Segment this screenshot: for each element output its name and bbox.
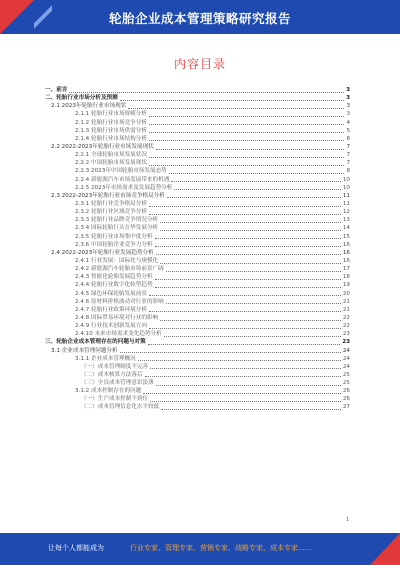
toc-entry[interactable]: [45, 355, 350, 363]
toc-entry-page: 16: [342, 257, 350, 264]
toc-leader-dots: [166, 271, 341, 272]
toc-entry-title: 2.3.4 国际轮胎巨头在华发展分析: [75, 225, 159, 232]
toc-entry-page: 17: [342, 266, 350, 273]
page-number: 1: [346, 517, 350, 523]
toc-leader-dots: [69, 92, 344, 93]
toc-entry-page: 16: [342, 241, 350, 248]
toc-leader-dots: [149, 165, 344, 166]
toc-entry-page: 7: [346, 152, 350, 159]
toc-entry-title: 2.3.6 中国轮胎企业竞争力分析: [75, 241, 153, 248]
footer-red-corner: [370, 533, 400, 565]
toc-entry-title: 2.4.4 轮胎行业数字化转型趋势: [75, 282, 153, 289]
toc-entry-title: 2.3.3 轮胎行业品牌竞争情况分析: [75, 217, 159, 224]
toc-entry-title: 3.1.2 成本控制存在的问题: [75, 388, 142, 395]
toc-entry[interactable]: [45, 143, 350, 151]
toc-entry[interactable]: [45, 176, 350, 184]
toc-leader-dots: [160, 222, 341, 223]
toc-entry-title: 2.4.6 原材料价格波动对行业的影响: [75, 298, 164, 305]
toc-entry[interactable]: [45, 184, 350, 192]
toc-entry-page: 23: [342, 339, 350, 346]
footer-slogan: 让每个人都能成为: [48, 544, 104, 552]
toc-entry[interactable]: [45, 290, 350, 298]
toc-entry-page: 21: [342, 306, 350, 313]
toc-entry[interactable]: [45, 330, 350, 338]
report-header: [0, 0, 400, 34]
toc-entry-page: 10: [342, 184, 350, 191]
toc-leader-dots: [161, 409, 341, 410]
toc-entry-title: 2.3.2 轮胎行业区域竞争分析: [75, 209, 147, 216]
toc-entry-title: 2.4.10 未来市场需求变化趋势分析: [75, 331, 162, 338]
toc-leader-dots: [143, 393, 341, 394]
toc-entry[interactable]: [45, 298, 350, 306]
toc-entry-page: 25: [342, 371, 350, 378]
toc-leader-dots: [155, 246, 341, 247]
toc-entry-title: （一）生产成本控制不到位: [81, 396, 149, 403]
toc-entry[interactable]: [45, 200, 350, 208]
toc-entry-page: 20: [342, 290, 350, 297]
toc-entry[interactable]: [45, 94, 350, 102]
toc-entry-title: 2.4.1 行业发展：国际化与规模化: [75, 257, 159, 264]
toc-entry-title: 2.1.4 轮胎行业市场结构分析: [75, 135, 147, 142]
toc-entry[interactable]: [45, 338, 350, 346]
toc-entry-title: 2.2.5 2023年市场需求及发展趋势分析: [75, 184, 173, 191]
toc-leader-dots: [149, 214, 341, 215]
toc-leader-dots: [138, 360, 341, 361]
toc-entry-page: 25: [342, 380, 350, 387]
toc-entry-page: 18: [342, 274, 350, 281]
toc-entry-page: 16: [342, 249, 350, 256]
toc-leader-dots: [149, 206, 341, 207]
toc-leader-dots: [149, 132, 344, 133]
toc-leader-dots: [156, 149, 345, 150]
toc-entry-page: 11: [342, 192, 350, 199]
toc-entry[interactable]: [45, 216, 350, 224]
toc-entry-page: 7: [346, 160, 350, 167]
toc-entry-page: 27: [342, 404, 350, 411]
toc-entry-title: 2.4 2022-2023年轮胎行业发展趋势分析: [51, 249, 154, 256]
toc-entry-title: （二）成本管理信息化水平较低: [81, 404, 160, 411]
toc-title: 内容目录: [173, 57, 226, 71]
toc-entry[interactable]: [45, 110, 350, 118]
toc-entry-title: 2.4.3 智能化轮胎发展趋势分析: [75, 274, 153, 281]
toc-entry[interactable]: [45, 102, 350, 110]
toc-entry[interactable]: [45, 387, 350, 395]
report-title: 轮胎企业成本管理策略研究报告: [108, 11, 291, 26]
toc-entry[interactable]: [45, 347, 350, 355]
toc-leader-dots: [169, 173, 345, 174]
toc-entry-title: （三）全员成本管理意识淡薄: [81, 380, 154, 387]
toc-entry-title: 3.1.1 企业成本管理概况: [75, 355, 136, 362]
footer-expert-list: 行业专家、管理专家、营销专家、战略专家、成本专家……: [130, 544, 312, 552]
toc-entry-title: 2.4.8 国际贸易环境对行业的影响: [75, 314, 159, 321]
toc-leader-dots: [149, 311, 341, 312]
toc-entry-page: 23: [342, 331, 350, 338]
toc-entry-page: 19: [342, 282, 350, 289]
toc-entry[interactable]: [45, 322, 350, 330]
toc-entry-page: 12: [342, 209, 350, 216]
toc-leader-dots: [167, 197, 341, 198]
toc-entry[interactable]: [45, 249, 350, 257]
toc-leader-dots: [149, 116, 344, 117]
toc-leader-dots: [174, 189, 341, 190]
toc-leader-dots: [149, 157, 344, 158]
toc-leader-dots: [120, 100, 344, 101]
toc-entry-page: 11: [342, 200, 350, 207]
toc-entry-page: 4: [346, 119, 350, 126]
toc-entry[interactable]: [45, 159, 350, 167]
toc-entry[interactable]: [45, 403, 350, 411]
toc-entry-page: 6: [346, 135, 350, 142]
toc-entry-page: 24: [342, 363, 350, 370]
toc-leader-dots: [156, 385, 341, 386]
toc-entry-title: 二、轮胎行业市场分析及预测: [45, 95, 118, 102]
toc-entry-title: 2.1.3 轮胎行业市场供需分析: [75, 127, 147, 134]
table-of-contents: [45, 86, 350, 412]
toc-leader-dots: [148, 344, 341, 345]
toc-leader-dots: [149, 124, 344, 125]
toc-entry-title: 3.1 企业成本管理问题分析: [51, 347, 118, 354]
toc-entry[interactable]: [45, 379, 350, 387]
toc-entry[interactable]: [45, 151, 350, 159]
toc-entry[interactable]: [45, 86, 350, 94]
toc-leader-dots: [156, 254, 341, 255]
toc-entry-page: 15: [342, 233, 350, 240]
toc-leader-dots: [155, 279, 341, 280]
toc-entry-page: 10: [342, 176, 350, 183]
toc-entry[interactable]: [45, 224, 350, 232]
toc-entry[interactable]: [45, 208, 350, 216]
toc-entry-page: 3: [346, 95, 350, 102]
toc-leader-dots: [155, 238, 341, 239]
toc-leader-dots: [160, 320, 341, 321]
toc-entry-title: 2.2.1 全球轮胎市场发展状况: [75, 152, 147, 159]
toc-leader-dots: [164, 336, 341, 337]
toc-entry-title: 2.3.5 轮胎行业市场集中度分析: [75, 233, 153, 240]
toc-entry[interactable]: [45, 395, 350, 403]
toc-entry-page: 24: [342, 347, 350, 354]
toc-entry-title: 2.3.1 轮胎行业竞争格局分析: [75, 200, 147, 207]
toc-entry-title: 三、轮胎企业成本管理存在的问题与对策: [45, 339, 146, 346]
toc-entry-title: 2.2.2 中国轮胎市场发展现状: [75, 160, 147, 167]
toc-entry[interactable]: [45, 314, 350, 322]
toc-entry-title: 2.2.4 新能源汽车市场发展带来的机遇: [75, 176, 170, 183]
toc-entry-page: 22: [342, 323, 350, 330]
toc-leader-dots: [160, 230, 341, 231]
toc-entry-page: 7: [346, 143, 350, 150]
toc-entry-page: 3: [346, 87, 350, 93]
toc-leader-dots: [128, 108, 344, 109]
toc-entry-page: 14: [342, 225, 350, 232]
toc-entry[interactable]: [45, 192, 350, 200]
toc-leader-dots: [160, 263, 341, 264]
toc-entry-page: 5: [346, 127, 350, 134]
toc-entry-title: 2.4.2 新能源汽车轮胎市场前景广阔: [75, 266, 164, 273]
toc-entry[interactable]: [45, 371, 350, 379]
toc-entry[interactable]: [45, 127, 350, 135]
toc-entry[interactable]: [45, 233, 350, 241]
toc-entry[interactable]: [45, 257, 350, 265]
toc-entry-page: 3: [346, 111, 350, 118]
toc-entry-page: 3: [346, 103, 350, 110]
toc-entry-title: 2.1.1 轮胎行业市场规模分析: [75, 111, 147, 118]
toc-leader-dots: [166, 303, 341, 304]
toc-entry-title: 2.2 2022-2023年轮胎行业市场发展现状: [51, 143, 154, 150]
toc-entry-page: 8: [346, 168, 350, 175]
toc-leader-dots: [120, 352, 341, 353]
toc-entry[interactable]: [45, 306, 350, 314]
toc-entry-title: 2.2.3 2023年中国轮胎市场发展态势: [75, 168, 167, 175]
toc-entry-title: 2.4.9 行业技术创新发展方向: [75, 323, 147, 330]
toc-entry[interactable]: [45, 241, 350, 249]
toc-leader-dots: [155, 287, 341, 288]
toc-leader-dots: [145, 376, 341, 377]
toc-entry-page: 13: [342, 217, 350, 224]
toc-entry[interactable]: [45, 167, 350, 175]
toc-leader-dots: [171, 181, 341, 182]
toc-entry-title: （二）成本核算方法落后: [81, 371, 143, 378]
toc-entry-page: 26: [342, 396, 350, 403]
toc-leader-dots: [149, 295, 341, 296]
toc-entry-title: 2.1.2 轮胎行业市场竞争分析: [75, 119, 147, 126]
toc-entry[interactable]: [45, 281, 350, 289]
toc-leader-dots: [150, 401, 341, 402]
toc-leader-dots: [150, 368, 341, 369]
toc-entry-title: 2.4.5 绿色环保轮胎发展前景: [75, 290, 147, 297]
report-footer: [0, 533, 400, 565]
toc-entry[interactable]: [45, 273, 350, 281]
toc-entry-title: 2.4.7 轮胎行业政策环境分析: [75, 306, 147, 313]
toc-entry-title: 一、前言: [45, 87, 68, 93]
toc-entry-title: （一）成本管理制度不完善: [81, 363, 149, 370]
toc-entry[interactable]: [45, 363, 350, 371]
toc-entry-title: 2.1 2023年轮胎行业市场现状: [51, 103, 127, 110]
toc-entry-title: 2.3 2022-2023年轮胎行业市场竞争格局分析: [51, 192, 165, 199]
toc-leader-dots: [149, 140, 344, 141]
toc-entry[interactable]: [45, 119, 350, 127]
toc-entry-page: 21: [342, 298, 350, 305]
toc-entry-page: 26: [342, 388, 350, 395]
toc-entry[interactable]: [45, 135, 350, 143]
toc-entry-page: 22: [342, 314, 350, 321]
toc-entry-page: 24: [342, 355, 350, 362]
toc-leader-dots: [149, 328, 341, 329]
toc-entry[interactable]: [45, 265, 350, 273]
